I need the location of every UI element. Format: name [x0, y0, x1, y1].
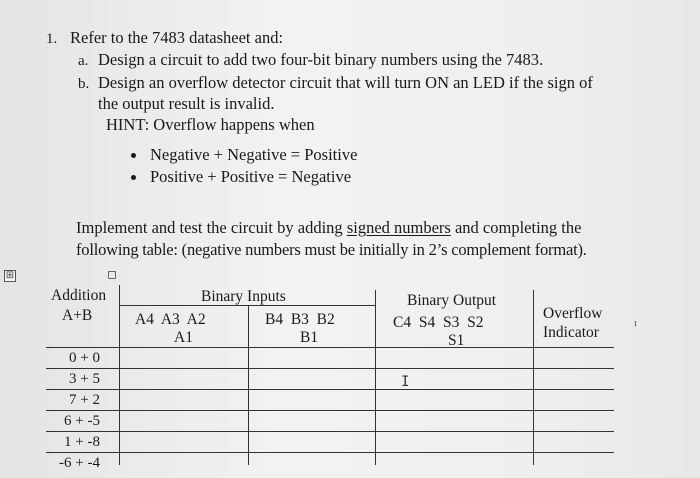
bullet-icon	[131, 153, 136, 158]
answer-cell[interactable]	[249, 348, 375, 368]
answer-cell[interactable]	[376, 348, 533, 368]
instruction-line2: following table: (negative numbers must be initially in 2’s complement format).	[76, 240, 587, 259]
table-row-line	[46, 368, 614, 369]
table-row-line	[46, 431, 614, 432]
table-row-line	[46, 410, 614, 411]
part-b-text-line1: Design an overflow detector circuit that will turn ON an LED if the sign of	[98, 73, 593, 92]
header-overflow-sub: Indicator	[543, 324, 599, 341]
part-b-label: b.	[78, 76, 90, 92]
hint-text: HINT: Overflow happens when	[106, 115, 315, 134]
table-row-line	[46, 452, 614, 453]
table-row-label: 6 + -5	[64, 413, 100, 429]
question-number: 1.	[46, 31, 58, 47]
table-divider	[119, 285, 120, 465]
table-row-label: -6 + -4	[59, 455, 100, 471]
part-a-label: a.	[78, 53, 89, 69]
part-b-text-line2: the output result is invalid.	[98, 94, 275, 113]
table-row-label: 3 + 5	[69, 371, 100, 387]
header-addition-sub: A+B	[62, 307, 93, 324]
header-output-bits-sub: S1	[448, 332, 465, 349]
header-binary-output: Binary Output	[407, 292, 497, 309]
table-row-label: 0 + 0	[69, 350, 100, 366]
question-intro: Refer to the 7483 datasheet and:	[70, 28, 284, 47]
instruction-pre: Implement and test the circuit by adding	[76, 218, 347, 237]
answer-cell[interactable]	[120, 348, 248, 368]
tick-mark-icon: ı	[634, 318, 637, 329]
table-divider	[533, 290, 534, 465]
instruction-underlined: signed numbers	[346, 218, 451, 237]
header-overflow: Overflow	[543, 305, 603, 322]
header-inputs-b-sub: B1	[300, 329, 319, 346]
part-a-text: Design a circuit to add two four-bit binary numbers using the 7483.	[98, 50, 544, 69]
hint-bullet-2: Positive + Positive = Negative	[150, 167, 352, 186]
instruction-line1	[76, 218, 581, 238]
table-row-line	[46, 389, 614, 390]
header-inputs-b: B4 B3 B2	[265, 311, 335, 328]
table-divider	[248, 305, 249, 465]
header-inputs-a: A4 A3 A2	[135, 311, 206, 328]
hint-bullet-1: Negative + Negative = Positive	[150, 145, 358, 164]
header-binary-inputs: Binary Inputs	[201, 288, 286, 305]
header-output-bits: C4 S4 S3 S2	[393, 314, 484, 331]
table-handle-icon[interactable]	[108, 271, 116, 279]
instruction-post: and completing the	[450, 218, 582, 237]
table-row-label: 1 + -8	[64, 434, 100, 450]
answer-cell[interactable]	[534, 348, 614, 368]
header-inputs-a-sub: A1	[174, 329, 193, 346]
header-addition: Addition	[51, 287, 107, 304]
bullet-icon	[131, 175, 136, 180]
text-cursor-icon: I	[401, 374, 410, 390]
table-expand-icon[interactable]: ⊞	[5, 270, 15, 281]
table-row-label: 7 + 2	[69, 392, 100, 408]
table-divider	[375, 290, 376, 465]
